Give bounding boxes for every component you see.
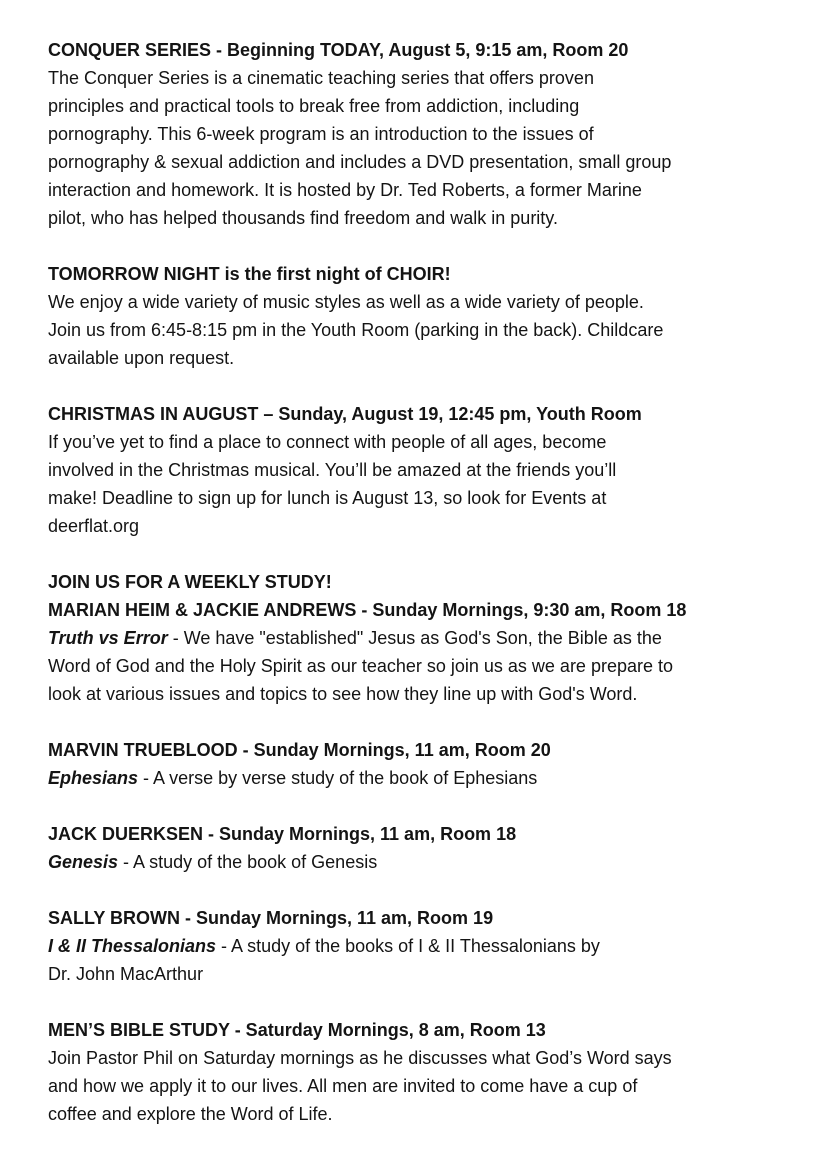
- christmas-body-line: deerflat.org: [48, 516, 140, 536]
- heim-andrews-heading: MARIAN HEIM & JACKIE ANDREWS - Sunday Mornings, 9:30 am, Room 18: [48, 600, 687, 620]
- christmas-body-line: If you’ve yet to find a place to connect with people of all ages, become: [48, 432, 607, 452]
- choir-heading: TOMORROW NIGHT is the first night of CHOIR!: [48, 264, 451, 284]
- duerksen-heading: JACK DUERKSEN - Sunday Mornings, 11 am, Room 18: [48, 824, 517, 844]
- mens-body-line: Join Pastor Phil on Saturday mornings as he discusses what God’s Word says: [48, 1048, 672, 1068]
- mens-bible-study-section: [48, 1016, 800, 1128]
- study-title: Ephesians: [48, 768, 139, 788]
- christmas-body-line: involved in the Christmas musical. You’ll be amazed at the friends you’ll: [48, 460, 617, 480]
- conquer-body-line: pilot, who has helped thousands find freedom and walk in purity.: [48, 208, 558, 228]
- duerksen-first-line: [48, 848, 800, 876]
- conquer-body-line: principles and practical tools to break free from addiction, including: [48, 96, 580, 116]
- choir-section: [48, 260, 800, 372]
- brown-heading: SALLY BROWN - Sunday Mornings, 11 am, Room 19: [48, 908, 494, 928]
- weekly-study-heading: JOIN US FOR A WEEKLY STUDY!: [48, 572, 332, 592]
- study-description: - A study of the books of I & II Thessalonians by: [216, 936, 600, 956]
- brown-body-line: Dr. John MacArthur: [48, 964, 204, 984]
- christmas-in-august-section: [48, 400, 800, 540]
- section-spacer: [48, 372, 800, 400]
- christmas-body-line: make! Deadline to sign up for lunch is August 13, so look for Events at: [48, 488, 607, 508]
- heim-andrews-body-line: Word of God and the Holy Spirit as our teacher so join us as we are prepare to: [48, 656, 673, 676]
- trueblood-section: [48, 736, 800, 792]
- section-spacer: [48, 540, 800, 568]
- trueblood-heading: MARVIN TRUEBLOOD - Sunday Mornings, 11 am, Room 20: [48, 740, 551, 760]
- section-spacer: [48, 708, 800, 736]
- mens-body-line: and how we apply it to our lives. All men are invited to come have a cup of: [48, 1076, 638, 1096]
- heim-andrews-first-line: [48, 624, 800, 652]
- choir-body-line: Join us from 6:45-8:15 pm in the Youth Room (parking in the back). Childcare: [48, 320, 664, 340]
- section-spacer: [48, 232, 800, 260]
- conquer-body-line: pornography & sexual addiction and includes a DVD presentation, small group: [48, 152, 672, 172]
- choir-body-line: We enjoy a wide variety of music styles as well as a wide variety of people.: [48, 292, 644, 312]
- brown-first-line: [48, 932, 800, 960]
- mens-body-line: coffee and explore the Word of Life.: [48, 1104, 333, 1124]
- study-description: - A study of the book of Genesis: [118, 852, 378, 872]
- weekly-study-section: [48, 568, 800, 708]
- brown-section: [48, 904, 800, 988]
- heim-andrews-body-line: look at various issues and topics to see how they line up with God's Word.: [48, 684, 638, 704]
- study-title: I & II Thessalonians: [48, 936, 217, 956]
- trueblood-first-line: [48, 764, 800, 792]
- conquer-body-line: interaction and homework. It is hosted by Dr. Ted Roberts, a former Marine: [48, 180, 642, 200]
- study-title: Truth vs Error: [48, 628, 168, 648]
- section-spacer: [48, 988, 800, 1016]
- section-spacer: [48, 876, 800, 904]
- conquer-series-heading: CONQUER SERIES - Beginning TODAY, August 5, 9:15 am, Room 20: [48, 40, 629, 60]
- study-title: Genesis: [48, 852, 119, 872]
- conquer-series-section: [48, 36, 800, 232]
- christmas-heading: CHRISTMAS IN AUGUST – Sunday, August 19, 12:45 pm, Youth Room: [48, 404, 642, 424]
- conquer-body-line: pornography. This 6-week program is an introduction to the issues of: [48, 124, 594, 144]
- conquer-body-line: The Conquer Series is a cinematic teaching series that offers proven: [48, 68, 594, 88]
- mens-bible-study-heading: MEN’S BIBLE STUDY - Saturday Mornings, 8 am, Room 13: [48, 1020, 546, 1040]
- study-description: - We have "established" Jesus as God's Son, the Bible as the: [167, 628, 662, 648]
- study-description: - A verse by verse study of the book of Ephesians: [138, 768, 538, 788]
- section-spacer: [48, 792, 800, 820]
- choir-body-line: available upon request.: [48, 348, 235, 368]
- duerksen-section: [48, 820, 800, 876]
